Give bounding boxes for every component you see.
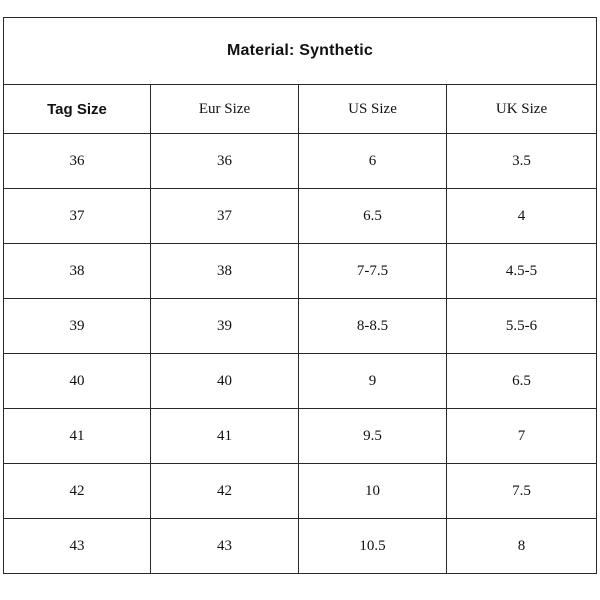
cell-tag-size: 36 [4,134,151,189]
cell-uk-size: 7 [447,409,597,464]
size-chart-table [3,17,597,574]
cell-uk-size: 4 [447,189,597,244]
cell-eur-size: 41 [151,409,299,464]
cell-uk-size: 8 [447,519,597,574]
table-row [4,464,597,519]
cell-uk-size: 4.5-5 [447,244,597,299]
cell-tag-size: 37 [4,189,151,244]
table-row [4,409,597,464]
table-row [4,519,597,574]
cell-tag-size: 43 [4,519,151,574]
table-row [4,354,597,409]
cell-eur-size: 39 [151,299,299,354]
table-header-row [4,85,597,134]
cell-tag-size: 40 [4,354,151,409]
table-row [4,299,597,354]
cell-tag-size: 39 [4,299,151,354]
cell-us-size: 9 [299,354,447,409]
cell-uk-size: 5.5-6 [447,299,597,354]
table-row [4,189,597,244]
header-tag-size: Tag Size [4,85,151,134]
cell-us-size: 9.5 [299,409,447,464]
cell-us-size: 6.5 [299,189,447,244]
cell-us-size: 10.5 [299,519,447,574]
cell-uk-size: 3.5 [447,134,597,189]
cell-eur-size: 37 [151,189,299,244]
cell-us-size: 8-8.5 [299,299,447,354]
cell-tag-size: 42 [4,464,151,519]
cell-eur-size: 36 [151,134,299,189]
table-title-row [4,18,597,85]
cell-uk-size: 6.5 [447,354,597,409]
cell-eur-size: 40 [151,354,299,409]
table-row [4,244,597,299]
cell-us-size: 6 [299,134,447,189]
header-uk-size: UK Size [447,85,597,134]
cell-eur-size: 42 [151,464,299,519]
cell-tag-size: 38 [4,244,151,299]
cell-uk-size: 7.5 [447,464,597,519]
cell-us-size: 10 [299,464,447,519]
table-row [4,134,597,189]
table-title: Material: Synthetic [4,18,597,85]
header-us-size: US Size [299,85,447,134]
cell-tag-size: 41 [4,409,151,464]
cell-us-size: 7-7.5 [299,244,447,299]
cell-eur-size: 43 [151,519,299,574]
cell-eur-size: 38 [151,244,299,299]
header-eur-size: Eur Size [151,85,299,134]
